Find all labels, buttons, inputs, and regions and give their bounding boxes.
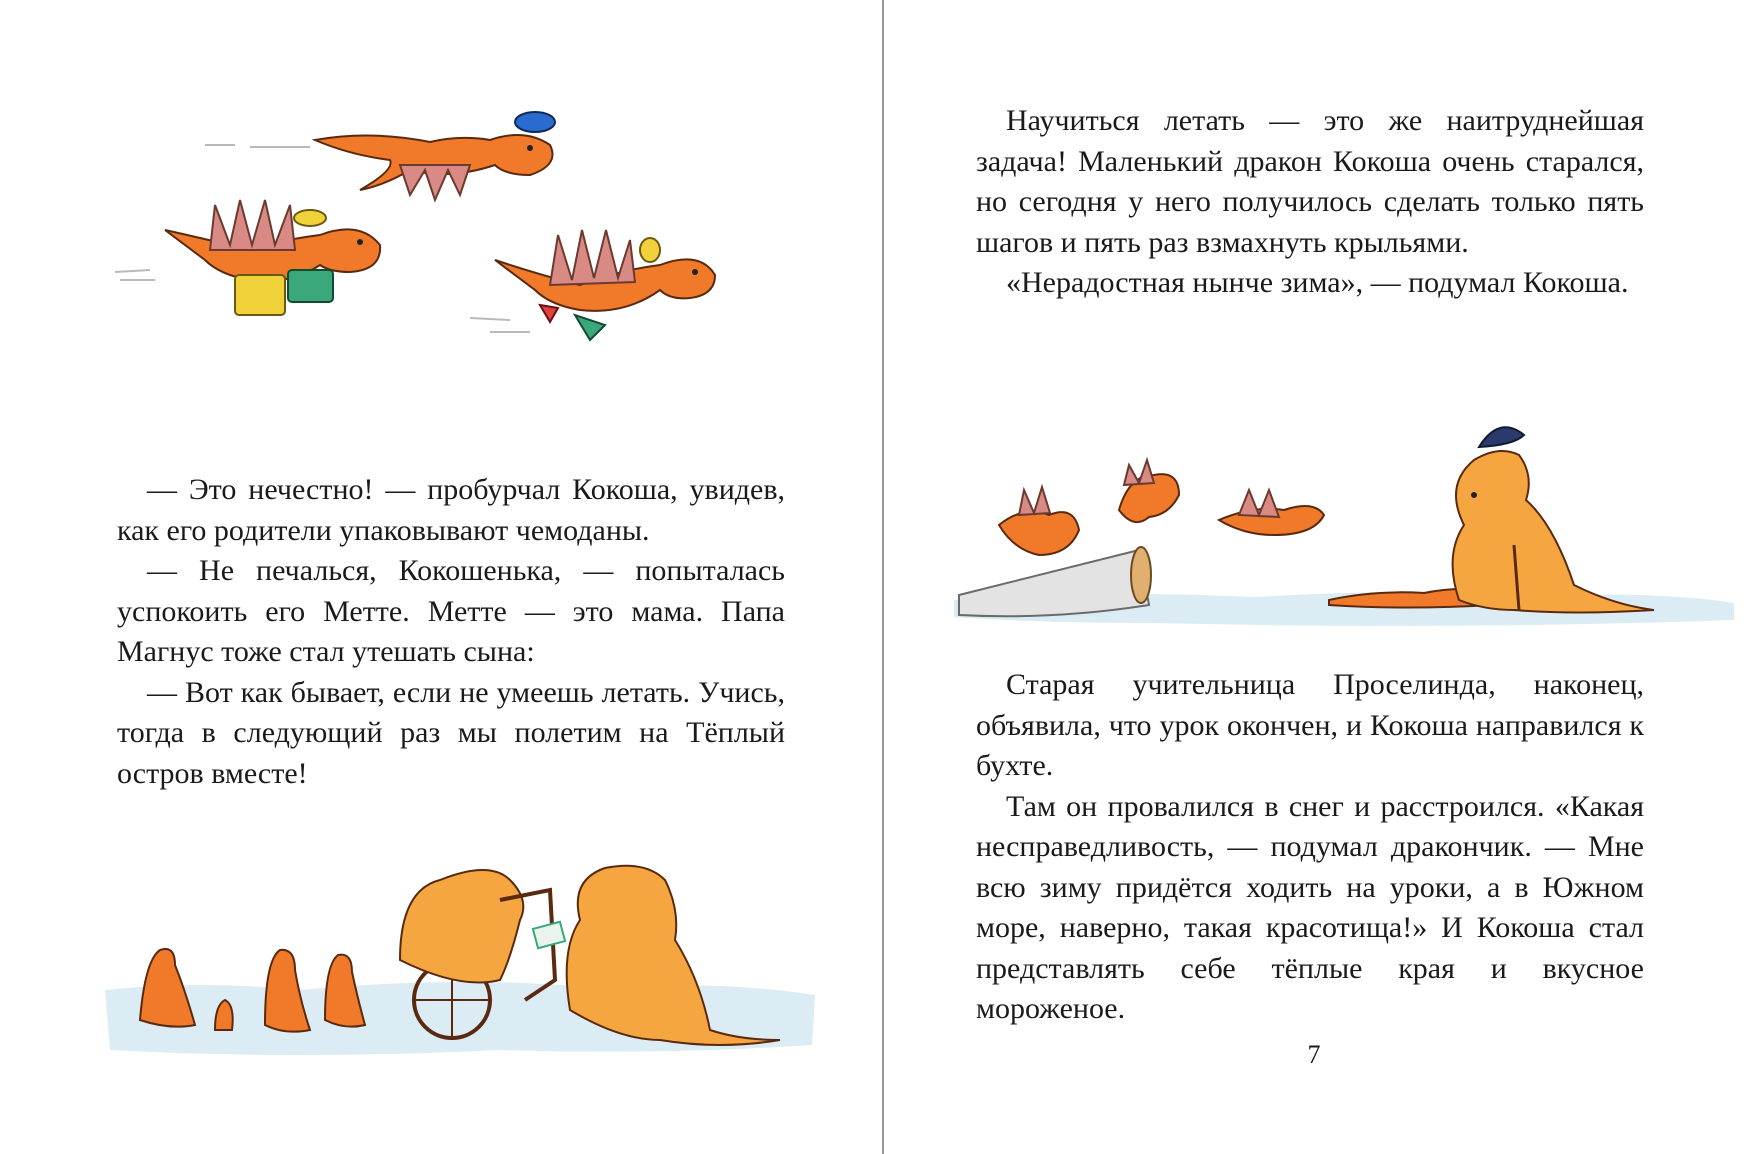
paragraph: Научиться летать — это же наитруднейшая задача! Маленький дракон Кокоша очень старался, но сегодня у него получилось сделать только пять шагов и пять раз взмахнуть крыльями. [976,104,1644,259]
flying-dragons-illustration [110,100,820,420]
dragon-father-with-suitcases [165,200,380,315]
paragraph: Там он провалился в снег и расстроился. «Какая несправедливость, — подумал дракончик. — Мне всю зиму придётся ходить на уроки, а в Южном море, наверно, такая красотища!» И Кокоша стал представлять себе тёплые края и вкусное мороженое. [976,789,1644,1025]
paragraph: — Это нечестно! — пробурчал Кокоша, увидев, как его родители упаковывают чемоданы. [117,473,785,547]
left-page-text [117,470,785,794]
right-page-text-bottom [976,665,1644,1030]
flying-lesson-illustration [954,405,1734,630]
dragon-flying-with-bag [495,230,715,340]
paragraph: — Вот как бывает, если не умеешь летать. Учись, тогда в следующий раз мы полетим на Тёплый остров вместе! [117,675,785,790]
teacher-proselinda [1453,427,1654,612]
page-number: 7 [1307,1040,1321,1069]
right-page [884,0,1760,1154]
paragraph: Старая учительница Проселинда, наконец, объявила, что урок окончен, и Кокоша направился к бухте. [976,668,1644,782]
dragon-mother-flying [315,112,555,200]
right-page-text-top [976,101,1644,304]
paragraph: — Не печалься, Кокошенька, — попыталась успокоить его Метте. Метте — это мама. Папа Магнус тоже стал утешать сына: [117,554,785,668]
paragraph: «Нерадостная нынче зима», — подумал Кокоша. [1006,266,1629,299]
dragon-family-illustration [100,840,820,1065]
